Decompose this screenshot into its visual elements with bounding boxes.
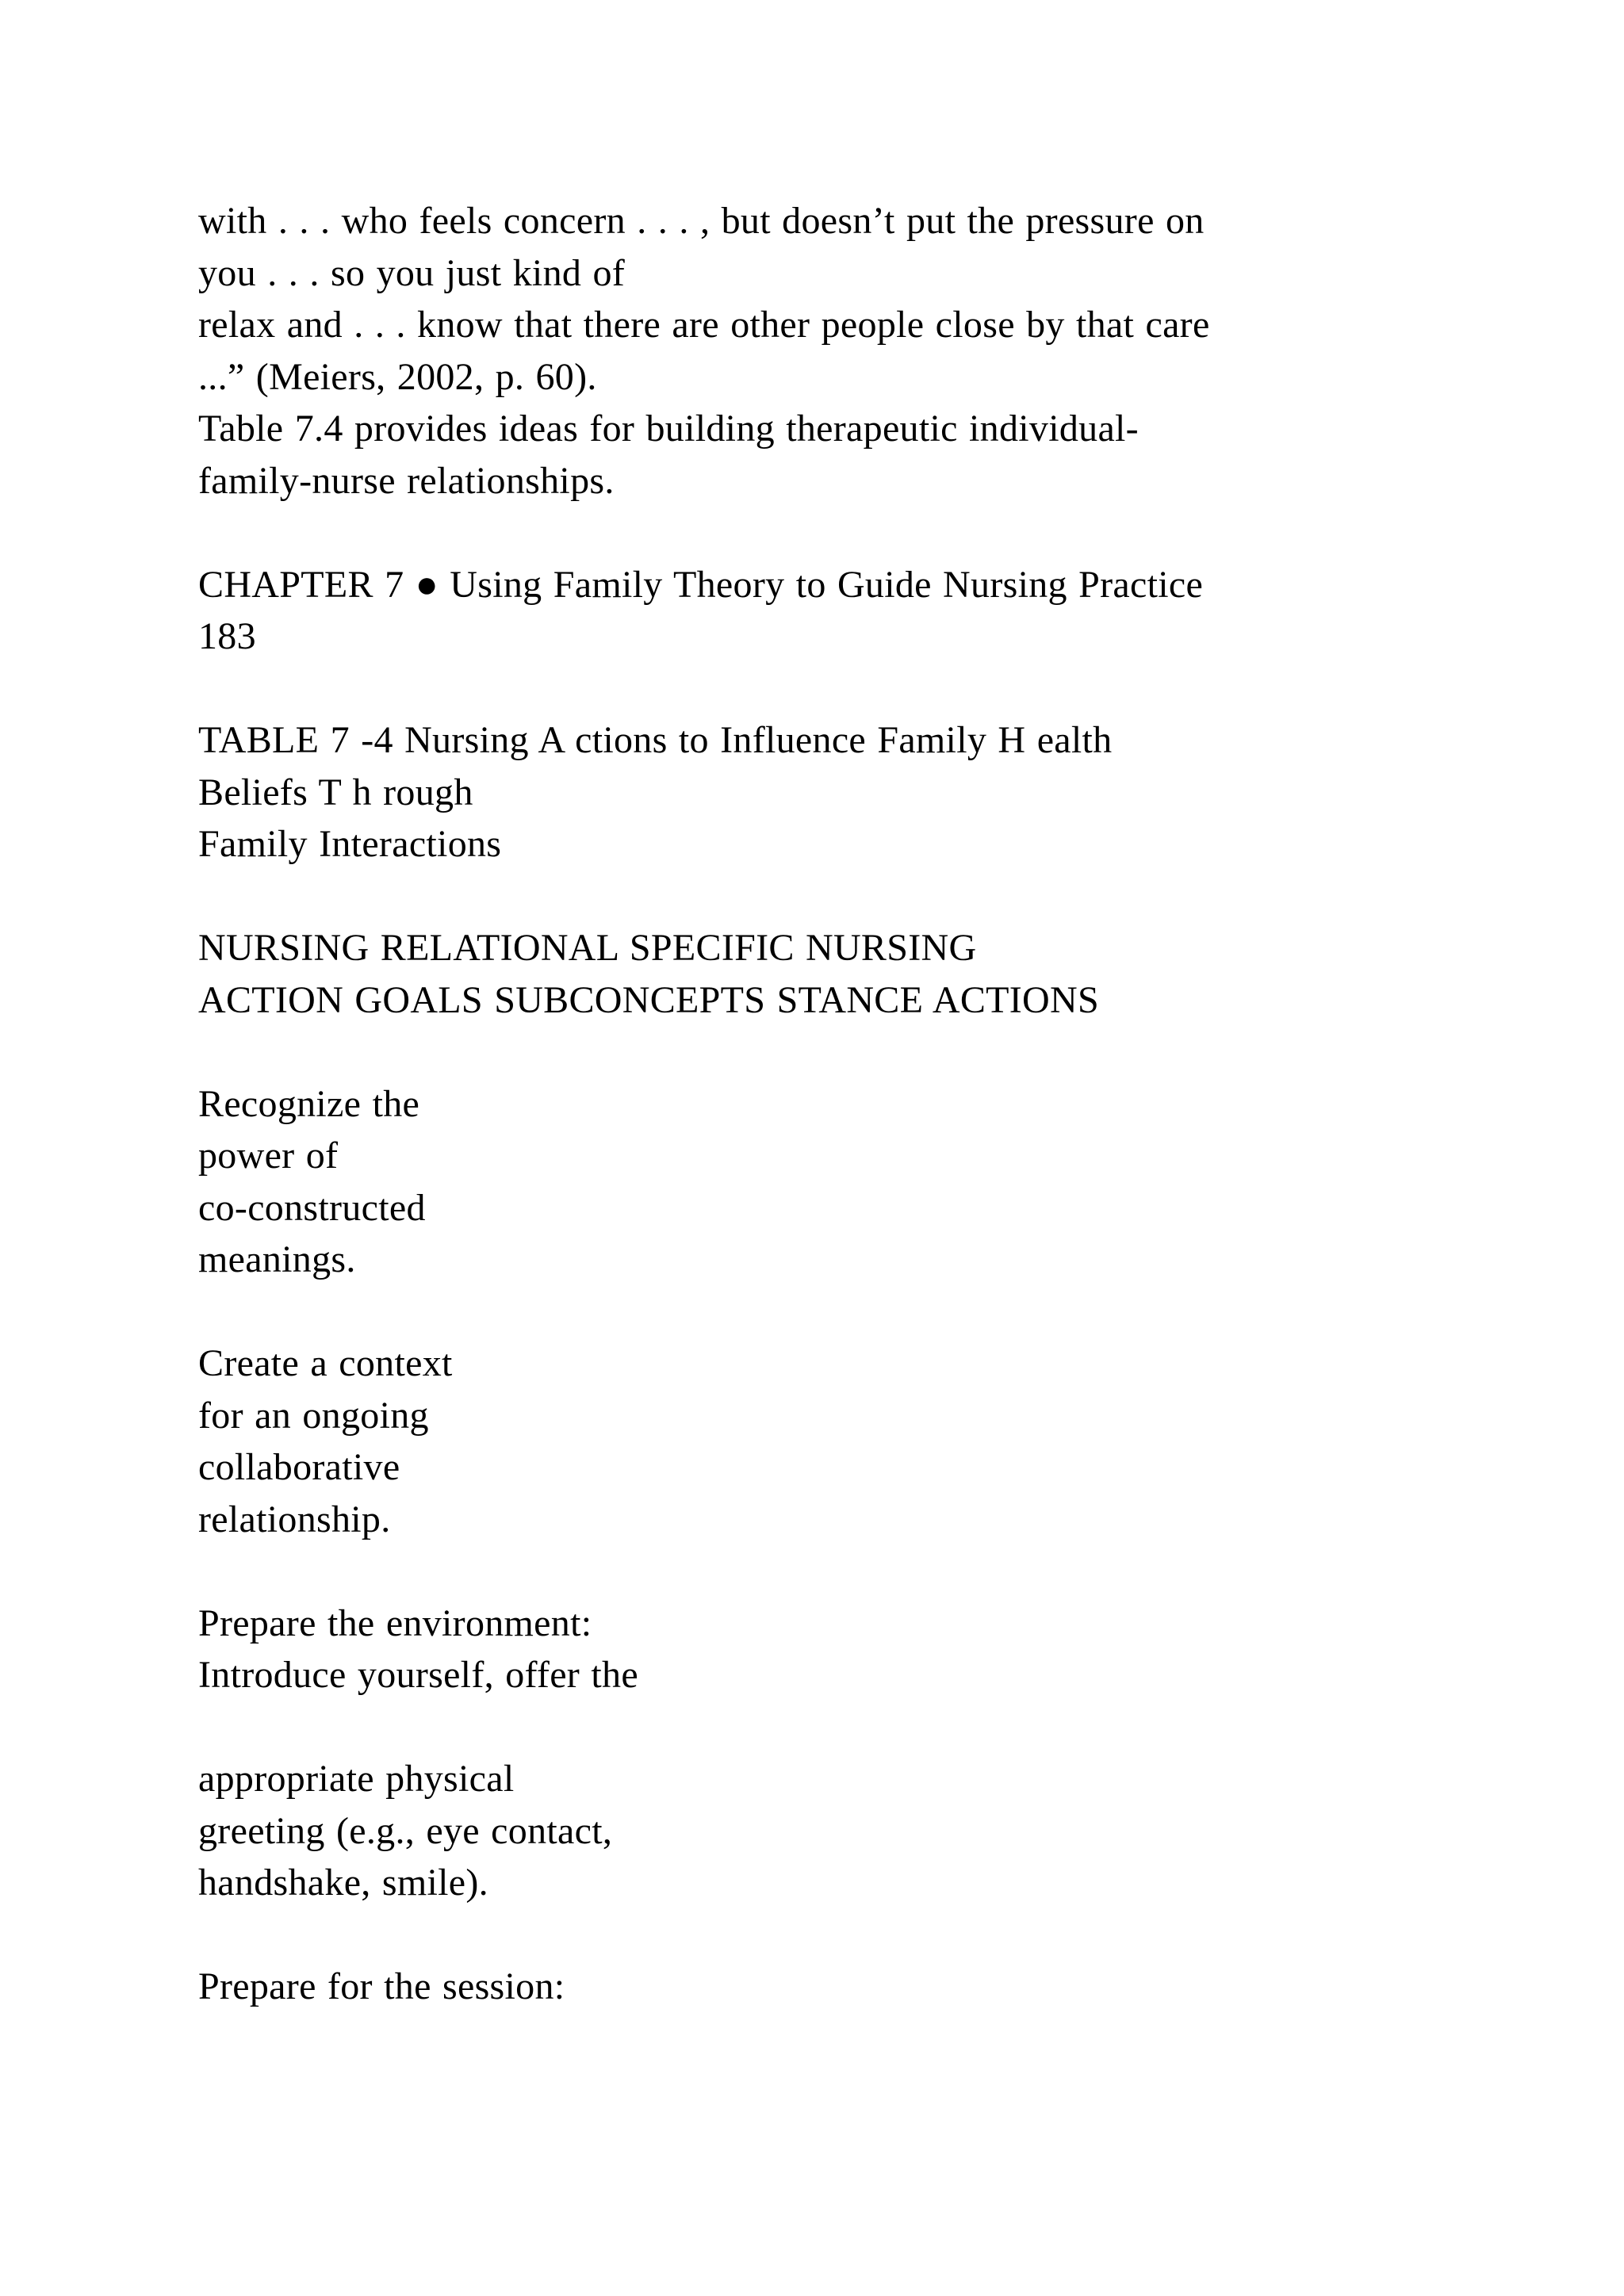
table-column-headers (198, 922, 1451, 1026)
text-line: greeting (e.g., eye contact, (198, 1809, 613, 1852)
text-line: ...” (Meiers, 2002, p. 60). (198, 355, 597, 398)
text-line: with . . . who feels concern . . . , but doesn’t put the pressure on (198, 200, 1205, 242)
text-line: meanings. (198, 1238, 356, 1280)
text-line: you . . . so you just kind of (198, 251, 626, 294)
table-cell-action-greeting (198, 1753, 1451, 1909)
text-line: handshake, smile). (198, 1862, 488, 1904)
text-line: for an ongoing (198, 1394, 429, 1437)
text-line: ACTION GOALS SUBCONCEPTS STANCE ACTIONS (198, 978, 1099, 1021)
table-cell-subconcept (198, 1337, 1451, 1545)
text-line: power of (198, 1135, 339, 1177)
text-line: Family Interactions (198, 823, 502, 865)
text-line: relationship. (198, 1498, 391, 1540)
text-line: TABLE 7 -4 Nursing A ctions to Influence Family H ealth (198, 719, 1113, 761)
table-cell-action-environment (198, 1598, 1451, 1701)
text-line: NURSING RELATIONAL SPECIFIC NURSING (198, 927, 977, 969)
text-line: Prepare the environment: (198, 1601, 592, 1644)
text-line: Recognize the (198, 1082, 420, 1125)
text-line: Create a context (198, 1342, 453, 1384)
text-line: co-constructed (198, 1186, 426, 1229)
document-body (198, 195, 1451, 2013)
text-line: appropriate physical (198, 1758, 515, 1800)
page-number: 183 (198, 615, 256, 657)
table-cell-goal (198, 1078, 1451, 1286)
text-line: relax and . . . know that there are other people close by that care (198, 304, 1210, 346)
chapter-title-line: CHAPTER 7 ● Using Family Theory to Guide Nursing Practice (198, 563, 1204, 606)
text-line: Prepare for the session: (198, 1965, 565, 2007)
table-caption (198, 714, 1451, 871)
paragraph-quote-continuation (198, 195, 1451, 507)
text-line: family-nurse relationships. (198, 459, 615, 502)
text-line: Introduce yourself, offer the (198, 1654, 638, 1696)
text-line: collaborative (198, 1446, 400, 1488)
text-line: Table 7.4 provides ideas for building therapeutic individual- (198, 408, 1139, 450)
table-cell-action-session (198, 1961, 1451, 2013)
text-line: Beliefs T h rough (198, 771, 473, 813)
chapter-running-header (198, 559, 1451, 663)
